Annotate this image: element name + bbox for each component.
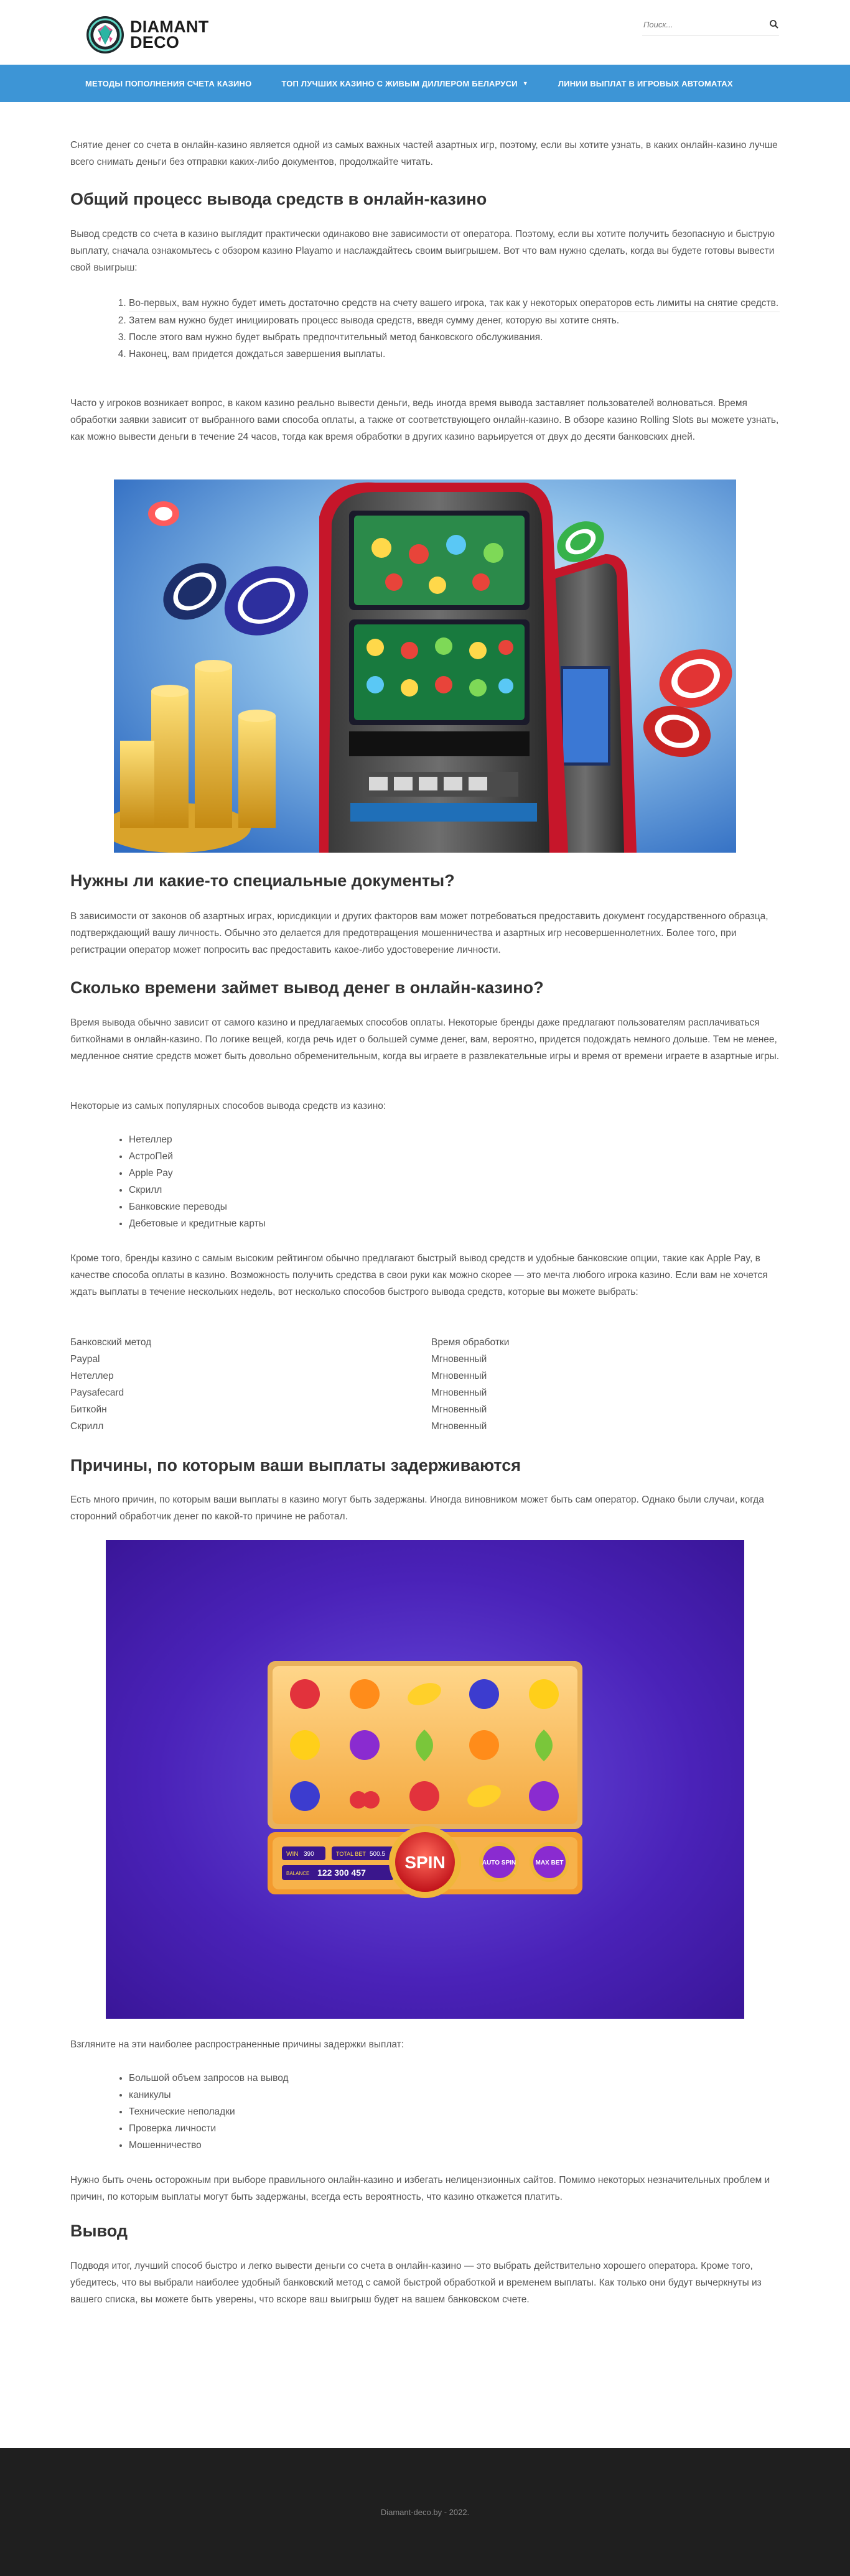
intro-paragraph: Снятие денег со счета в онлайн-казино является одной из самых важных частей азартных игр, поэтому, если вы хотите узнать, в каких онлайн-казино лучше всего снимать деньги без отправки каких-либо документов, продолжайте читать.	[70, 140, 778, 167]
list-item: • Технические неполадки	[129, 2103, 838, 2120]
heading-delay-reasons: Причины, по которым ваши выплаты задерживаются	[70, 1456, 521, 1475]
documents-paragraph: В зависимости от законов об азартных играх, юрисдикции и других факторов вам может потребоваться предоставить документ государственного образца, подтверждающий вашу личность. Обычно это делается для предотвращения мошенничества и азартных игр несовершеннолетних. Более того, при регистрации оператор может попросить вас предоставить какое-либо удостоверение личности.	[70, 911, 768, 955]
reasons-paragraph: Есть много причин, по которым ваши выплаты в казино могут быть задержаны. Иногда виновником может быть сам оператор. Однако были случаи, когда сторонний обработчик денег по какой-то причине не работал.	[70, 1494, 764, 1522]
question-paragraph: Часто у игроков возникает вопрос, в каком казино реально вывести деньги, ведь иногда время вывода заставляет пользователей волноваться. Время обработки заявки зависит от выбранного вами способа оплаты, а также от соответствующего онлайн-казино. В обзоре казино Rolling Slots вы можете узнать, как можно вывести деньги в течение 24 часов, тогда как время обработки в других казино варьируется от двух до десяти банковских дней.	[70, 398, 779, 442]
payment-methods-table	[70, 1334, 780, 1435]
nav-item-live-dealer[interactable]	[266, 79, 543, 88]
site-logo[interactable]	[85, 15, 209, 55]
table-header-row	[70, 1334, 780, 1351]
table-header-method: Банковский метод	[70, 1337, 152, 1348]
list-item: • Скрилл	[129, 1182, 838, 1198]
popular-methods-list	[70, 1131, 838, 1232]
diamond-logo-icon	[85, 15, 125, 55]
spin-label: SPIN	[404, 1853, 446, 1872]
table-cell: Скрилл	[70, 1421, 104, 1432]
list-item: • Нетеллер	[129, 1131, 838, 1148]
table-cell: Мгновенный	[431, 1371, 487, 1381]
general-paragraph: Вывод средств со счета в казино выглядит практически одинаково вне зависимости от оператора. Поэтому, если вы хотите получить безопасную и быструю выплату, сначала ознакомьтесь с обзором казино Playamo и наслаждайтесь своим выигрышем. Вот что вам нужно сделать, когда вы будете готовы вывести свой выигрыш:	[70, 229, 775, 273]
chevron-down-icon: ▼	[522, 80, 528, 86]
win-label: WIN	[286, 1851, 299, 1858]
table-cell: Мгновенный	[431, 1404, 487, 1415]
list-item: • Мошенничество	[129, 2137, 838, 2154]
nav-item-deposit-methods[interactable]	[70, 79, 266, 88]
slot-game-illustration	[106, 1540, 744, 2019]
time-paragraph: Время вывода обычно зависит от самого казино и предлагаемых способов оплаты. Некоторые бренды даже предлагают пользователям расплачиваться биткойнами в онлайн-казино. По логике вещей, когда речь идет о большей сумме денег, вам, вероятно, придется подождать немного дольше. Тем не менее, медленное снятие средств может быть довольно обременительным, когда вы играете в развлекательные игры и время от времени играете в азартные игры.	[70, 1017, 780, 1062]
slot-game-image	[106, 1540, 744, 2019]
site-header	[0, 0, 850, 65]
search-input[interactable]	[642, 19, 757, 30]
table-cell: Нетеллер	[70, 1371, 114, 1381]
list-item: • Apple Pay	[129, 1165, 838, 1182]
nav-item-label: МЕТОДЫ ПОПОЛНЕНИЯ СЧЕТА КАЗИНО	[85, 78, 252, 88]
popular-methods-intro: Некоторые из самых популярных способов вывода средств из казино:	[70, 1101, 386, 1111]
table-cell: Мгновенный	[431, 1421, 487, 1432]
auto-spin-label: AUTO SPIN	[482, 1860, 516, 1866]
list-item: 2. Затем вам нужно будет инициировать процесс вывода средств, введя сумму денег, которую вы хотите снять.	[129, 312, 780, 329]
heading-general-process: Общий процесс вывода средств в онлайн-казино	[70, 190, 487, 208]
nav-item-label: ТОП ЛУЧШИХ КАЗИНО С ЖИВЫМ ДИЛЛЕРОМ БЕЛАРУСИ	[281, 78, 518, 88]
heading-withdrawal-time: Сколько времени займет вывод денег в онлайн-казино?	[70, 978, 544, 997]
table-cell: Мгновенный	[431, 1388, 487, 1398]
table-row	[70, 1351, 780, 1368]
balance-label: BALANCE	[286, 1871, 310, 1876]
list-item: • Проверка личности	[129, 2120, 838, 2137]
fast-withdrawal-paragraph: Кроме того, бренды казино с самым высоким рейтингом обычно предлагают быстрый вывод средств и удобные банковские опции, такие как Apple Pay, в качестве способа оплаты в казино. Возможность получить средства в свои руки как можно скорее — это мечта любого игрока казино. Если вам не хочется ждать выплаты в течение нескольких недель, вот несколько способов быстрого вывода средств, которые вы можете выбрать:	[70, 1253, 768, 1297]
nav-item-label: ЛИНИИ ВЫПЛАТ В ИГРОВЫХ АВТОМАТАХ	[558, 78, 733, 88]
slot-machine-image	[114, 480, 736, 853]
nav-item-paylines[interactable]	[543, 79, 748, 88]
list-item: • АстроПей	[129, 1148, 838, 1165]
site-footer	[0, 2448, 850, 2576]
list-item: • каникулы	[129, 2087, 838, 2103]
search-box	[642, 14, 779, 35]
table-cell: Paysafecard	[70, 1388, 124, 1398]
balance-value: 122 300 457	[317, 1868, 366, 1878]
list-item: • Банковские переводы	[129, 1198, 838, 1215]
slot-machine-illustration	[114, 480, 736, 853]
max-bet-label: MAX BET	[535, 1860, 564, 1866]
win-value: 390	[304, 1851, 314, 1858]
total-bet-value: 500.5	[370, 1851, 386, 1858]
copyright-text: Diamant-deco.by - 2022.	[380, 2507, 470, 2517]
list-item: • Большой объем запросов на вывод	[129, 2070, 838, 2087]
careful-paragraph: Нужно быть очень осторожным при выборе правильного онлайн-казино и избегать нелицензионных сайтов. Помимо некоторых незначительных проблем и причин, по которым выплаты могут быть задержаны, всегда есть вероятность, что казино откажется платить.	[70, 2175, 770, 2202]
table-row	[70, 1368, 780, 1384]
logo-wordmark	[130, 19, 209, 50]
heading-conclusion: Вывод	[70, 2222, 128, 2240]
table-header-time: Время обработки	[431, 1337, 510, 1348]
logo-line-2: DECO	[130, 33, 180, 52]
table-row	[70, 1401, 780, 1418]
table-cell: Paypal	[70, 1354, 100, 1364]
look-paragraph: Взгляните на эти наиболее распространенные причины задержки выплат:	[70, 2039, 404, 2050]
list-item: • Дебетовые и кредитные карты	[129, 1215, 838, 1232]
table-cell: Биткойн	[70, 1404, 107, 1415]
list-item: 1. Во-первых, вам нужно будет иметь достаточно средств на счету вашего игрока, так как у некоторых операторов есть лимиты на снятие средств.	[129, 295, 780, 312]
conclusion-paragraph: Подводя итог, лучший способ быстро и легко вывести деньги со счета в онлайн-казино — это выбрать действительно хорошего оператора. Кроме того, убедитесь, что вы выбрали наиболее удобный банковский метод с самой быстрой обработкой и временем выплаты. Как только они будут вычеркнуты из вашего списка, вы можете быть уверены, что вскоре ваш выигрыш будет на вашем банковском счете.	[70, 2261, 762, 2305]
table-row	[70, 1418, 780, 1435]
heading-documents: Нужны ли какие-то специальные документы?	[70, 871, 455, 890]
list-item: 3. После этого вам нужно будет выбрать предпочтительный метод банковского обслуживания.	[129, 329, 780, 346]
list-item: 4. Наконец, вам придется дождаться завершения выплаты.	[129, 346, 780, 363]
search-icon[interactable]	[769, 19, 779, 29]
table-cell: Мгновенный	[431, 1354, 487, 1364]
delay-reasons-list	[70, 2070, 838, 2154]
logo-line-1: DIAMANT	[130, 17, 209, 36]
withdrawal-steps	[70, 295, 780, 363]
main-nav	[0, 65, 850, 102]
table-row	[70, 1384, 780, 1401]
total-bet-label: TOTAL BET	[336, 1851, 366, 1857]
